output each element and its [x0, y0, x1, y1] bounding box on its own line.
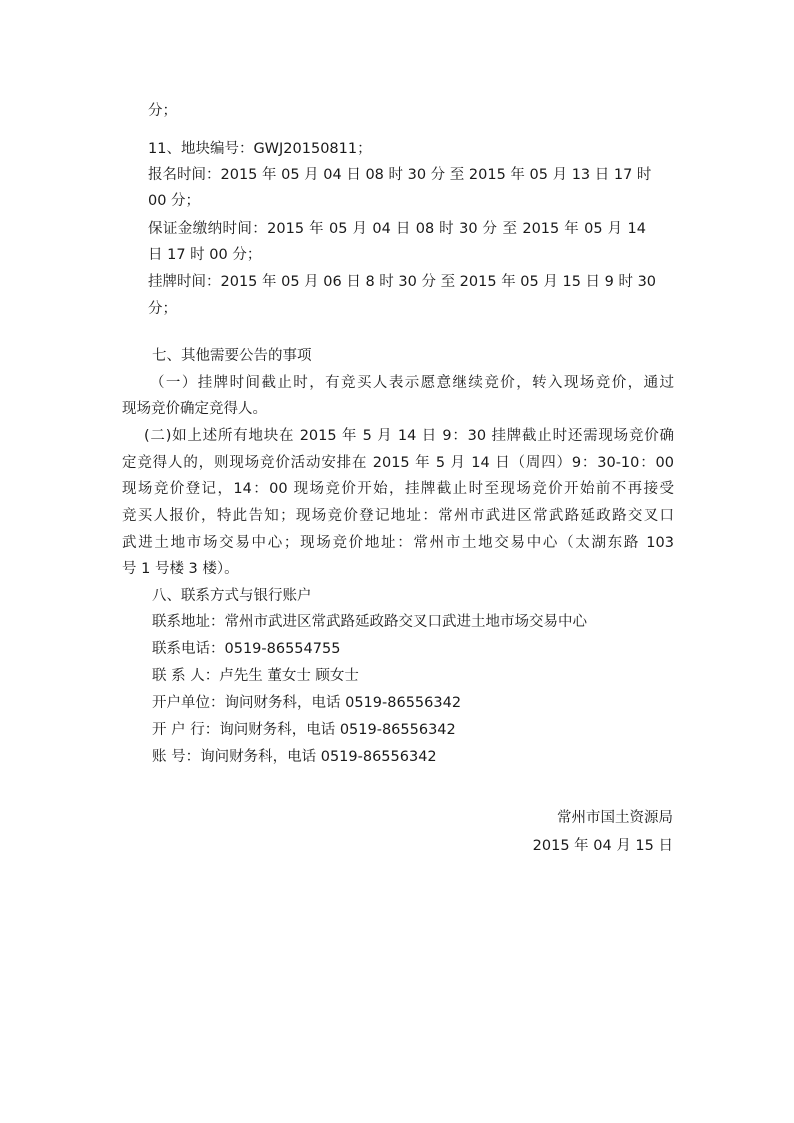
contact-persons: 联 系 人：卢先生 董女士 顾女士 [152, 668, 359, 684]
section-7-paragraph-2-line-2: 定竞得人的，则现场竞价活动安排在 2015 年 5 月 14 日（周四）9：30-10：00 [122, 455, 674, 471]
signature-date: 2015 年 04 月 15 日 [532, 838, 673, 854]
parcel-11-deposit-time-cont: 日 17 时 00 分； [148, 247, 262, 263]
signature-organization: 常州市国土资源局 [557, 810, 673, 826]
contact-phone: 联系电话：0519-86554755 [152, 641, 341, 657]
bank-name: 开 户 行：询问财务科，电话 0519-86556342 [152, 722, 456, 738]
parcel-11-deposit-time: 保证金缴纳时间：2015 年 05 月 04 日 08 时 30 分 至 2015 年 05 月 14 [148, 221, 646, 237]
account-unit: 开户单位：询问财务科，电话 0519-86556342 [152, 695, 462, 711]
parcel-11-number: 11、地块编号：GWJ20150811； [148, 141, 372, 157]
section-7-paragraph-1: （一）挂牌时间截止时，有竞买人表示愿意继续竞价，转入现场竞价，通过 [150, 375, 674, 391]
section-7-paragraph-1-cont: 现场竞价确定竞得人。 [122, 401, 267, 417]
continuation-text: 分； [148, 103, 177, 119]
section-7-heading: 七、其他需要公告的事项 [152, 348, 312, 364]
parcel-11-registration-time: 报名时间：2015 年 05 月 04 日 08 时 30 分 至 2015 年 05 月 13 日 17 时 [148, 167, 652, 183]
section-7-paragraph-2: (二)如上述所有地块在 2015 年 5 月 14 日 9：30 挂牌截止时还需现场竞价确 [144, 428, 674, 444]
parcel-11-listing-time: 挂牌时间：2015 年 05 月 06 日 8 时 30 分 至 2015 年 05 月 15 日 9 时 30 [148, 274, 657, 290]
parcel-11-registration-time-cont: 00 分； [148, 193, 201, 209]
section-7-paragraph-2-line-5: 武进土地市场交易中心；现场竞价地址：常州市土地交易中心（太湖东路 103 [122, 535, 674, 551]
section-7-paragraph-2-line-4: 竞买人报价，特此告知；现场竞价登记地址：常州市武进区常武路延政路交叉口 [122, 508, 674, 524]
contact-address: 联系地址：常州市武进区常武路延政路交叉口武进土地市场交易中心 [152, 614, 587, 630]
section-7-paragraph-2-line-6: 号 1 号楼 3 楼）。 [122, 561, 239, 577]
section-8-heading: 八、联系方式与银行账户 [152, 588, 312, 604]
section-7-paragraph-2-line-3: 现场竞价登记，14：00 现场竞价开始，挂牌截止时至现场竞价开始前不再接受 [122, 481, 674, 497]
parcel-11-listing-time-cont: 分； [148, 301, 177, 317]
account-number: 账 号：询问财务科，电话 0519-86556342 [152, 749, 437, 765]
